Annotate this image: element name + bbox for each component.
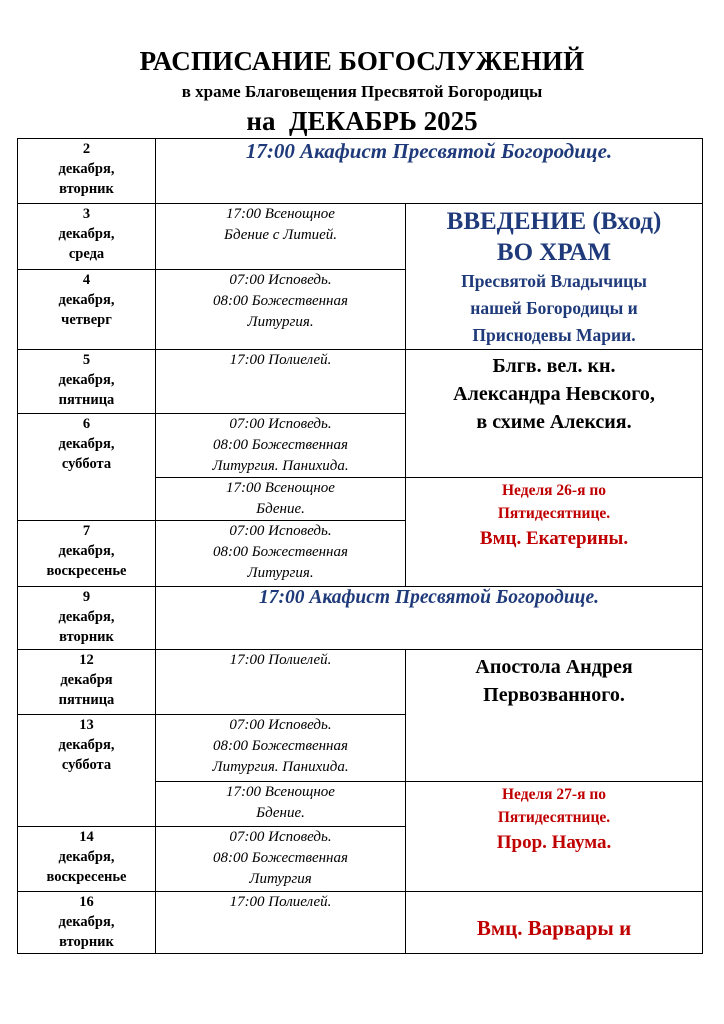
service-cell: 07:00 Исповедь. 08:00 Божественная Литургия [156,827,406,892]
table-row [18,204,703,270]
date-cell: 13 декабря, суббота [18,715,156,827]
date-cell: 14 декабря, воскресенье [18,827,156,892]
date-cell: 6 декабря, суббота [18,414,156,521]
feast-cell: ВВЕДЕНИЕ (Вход) ВО ХРАМ Пресвятой Владычицы нашей Богородицы и Приснодевы Марии. [406,204,703,350]
feast-cell: Вмц. Варвары и [406,892,703,954]
table-row [18,892,703,954]
service-cell: 07:00 Исповедь. 08:00 Божественная Литургия. Панихида. [156,715,406,782]
service-cell: 07:00 Исповедь. 08:00 Божественная Литургия. Панихида. [156,414,406,478]
feast-cell: Неделя 26-я по Пятидесятнице. Вмц. Екатерины. [406,478,703,587]
service-cell: 07:00 Исповедь. 08:00 Божественная Литургия. [156,270,406,350]
service-cell: 17:00 Всенощное Бдение с Литией. [156,204,406,270]
service-cell: 17:00 Полиелей. [156,892,406,954]
table-row [18,139,703,204]
date-cell: 5 декабря, пятница [18,350,156,414]
table-row [18,350,703,414]
date-cell: 9 декабря, вторник [18,587,156,650]
feast-cell: Апостола Андрея Первозванного. [406,650,703,782]
service-cell: 07:00 Исповедь. 08:00 Божественная Литургия. [156,521,406,587]
page-subtitle: в храме Благовещения Пресвятой Богородицы [181,82,543,101]
page-title: РАСПИСАНИЕ БОГОСЛУЖЕНИЙ [139,46,585,76]
feast-cell: Неделя 27-я по Пятидесятнице. Прор. Наума. [406,782,703,892]
date-cell: 4 декабря, четверг [18,270,156,350]
table-row [18,650,703,715]
date-cell: 16 декабря, вторник [18,892,156,954]
date-cell: 3 декабря, среда [18,204,156,270]
service-cell: 17:00 Всенощное Бдение. [156,478,406,521]
feast-cell: Блгв. вел. кн. Александра Невского, в схиме Алексия. [406,350,703,478]
service-cell: 17:00 Полиелей. [156,650,406,715]
service-cell: 17:00 Всенощное Бдение. [156,782,406,827]
schedule-month: на ДЕКАБРЬ 2025 [246,106,478,136]
service-cell: 17:00 Полиелей. [156,350,406,414]
akafist-cell: 17:00 Акафист Пресвятой Богородице. [156,139,703,204]
akafist-cell: 17:00 Акафист Пресвятой Богородице. [156,587,703,650]
date-cell: 2 декабря, вторник [18,139,156,204]
schedule-table [17,138,703,954]
date-cell: 7 декабря, воскресенье [18,521,156,587]
date-cell: 12 декабря пятница [18,650,156,715]
table-row [18,587,703,650]
